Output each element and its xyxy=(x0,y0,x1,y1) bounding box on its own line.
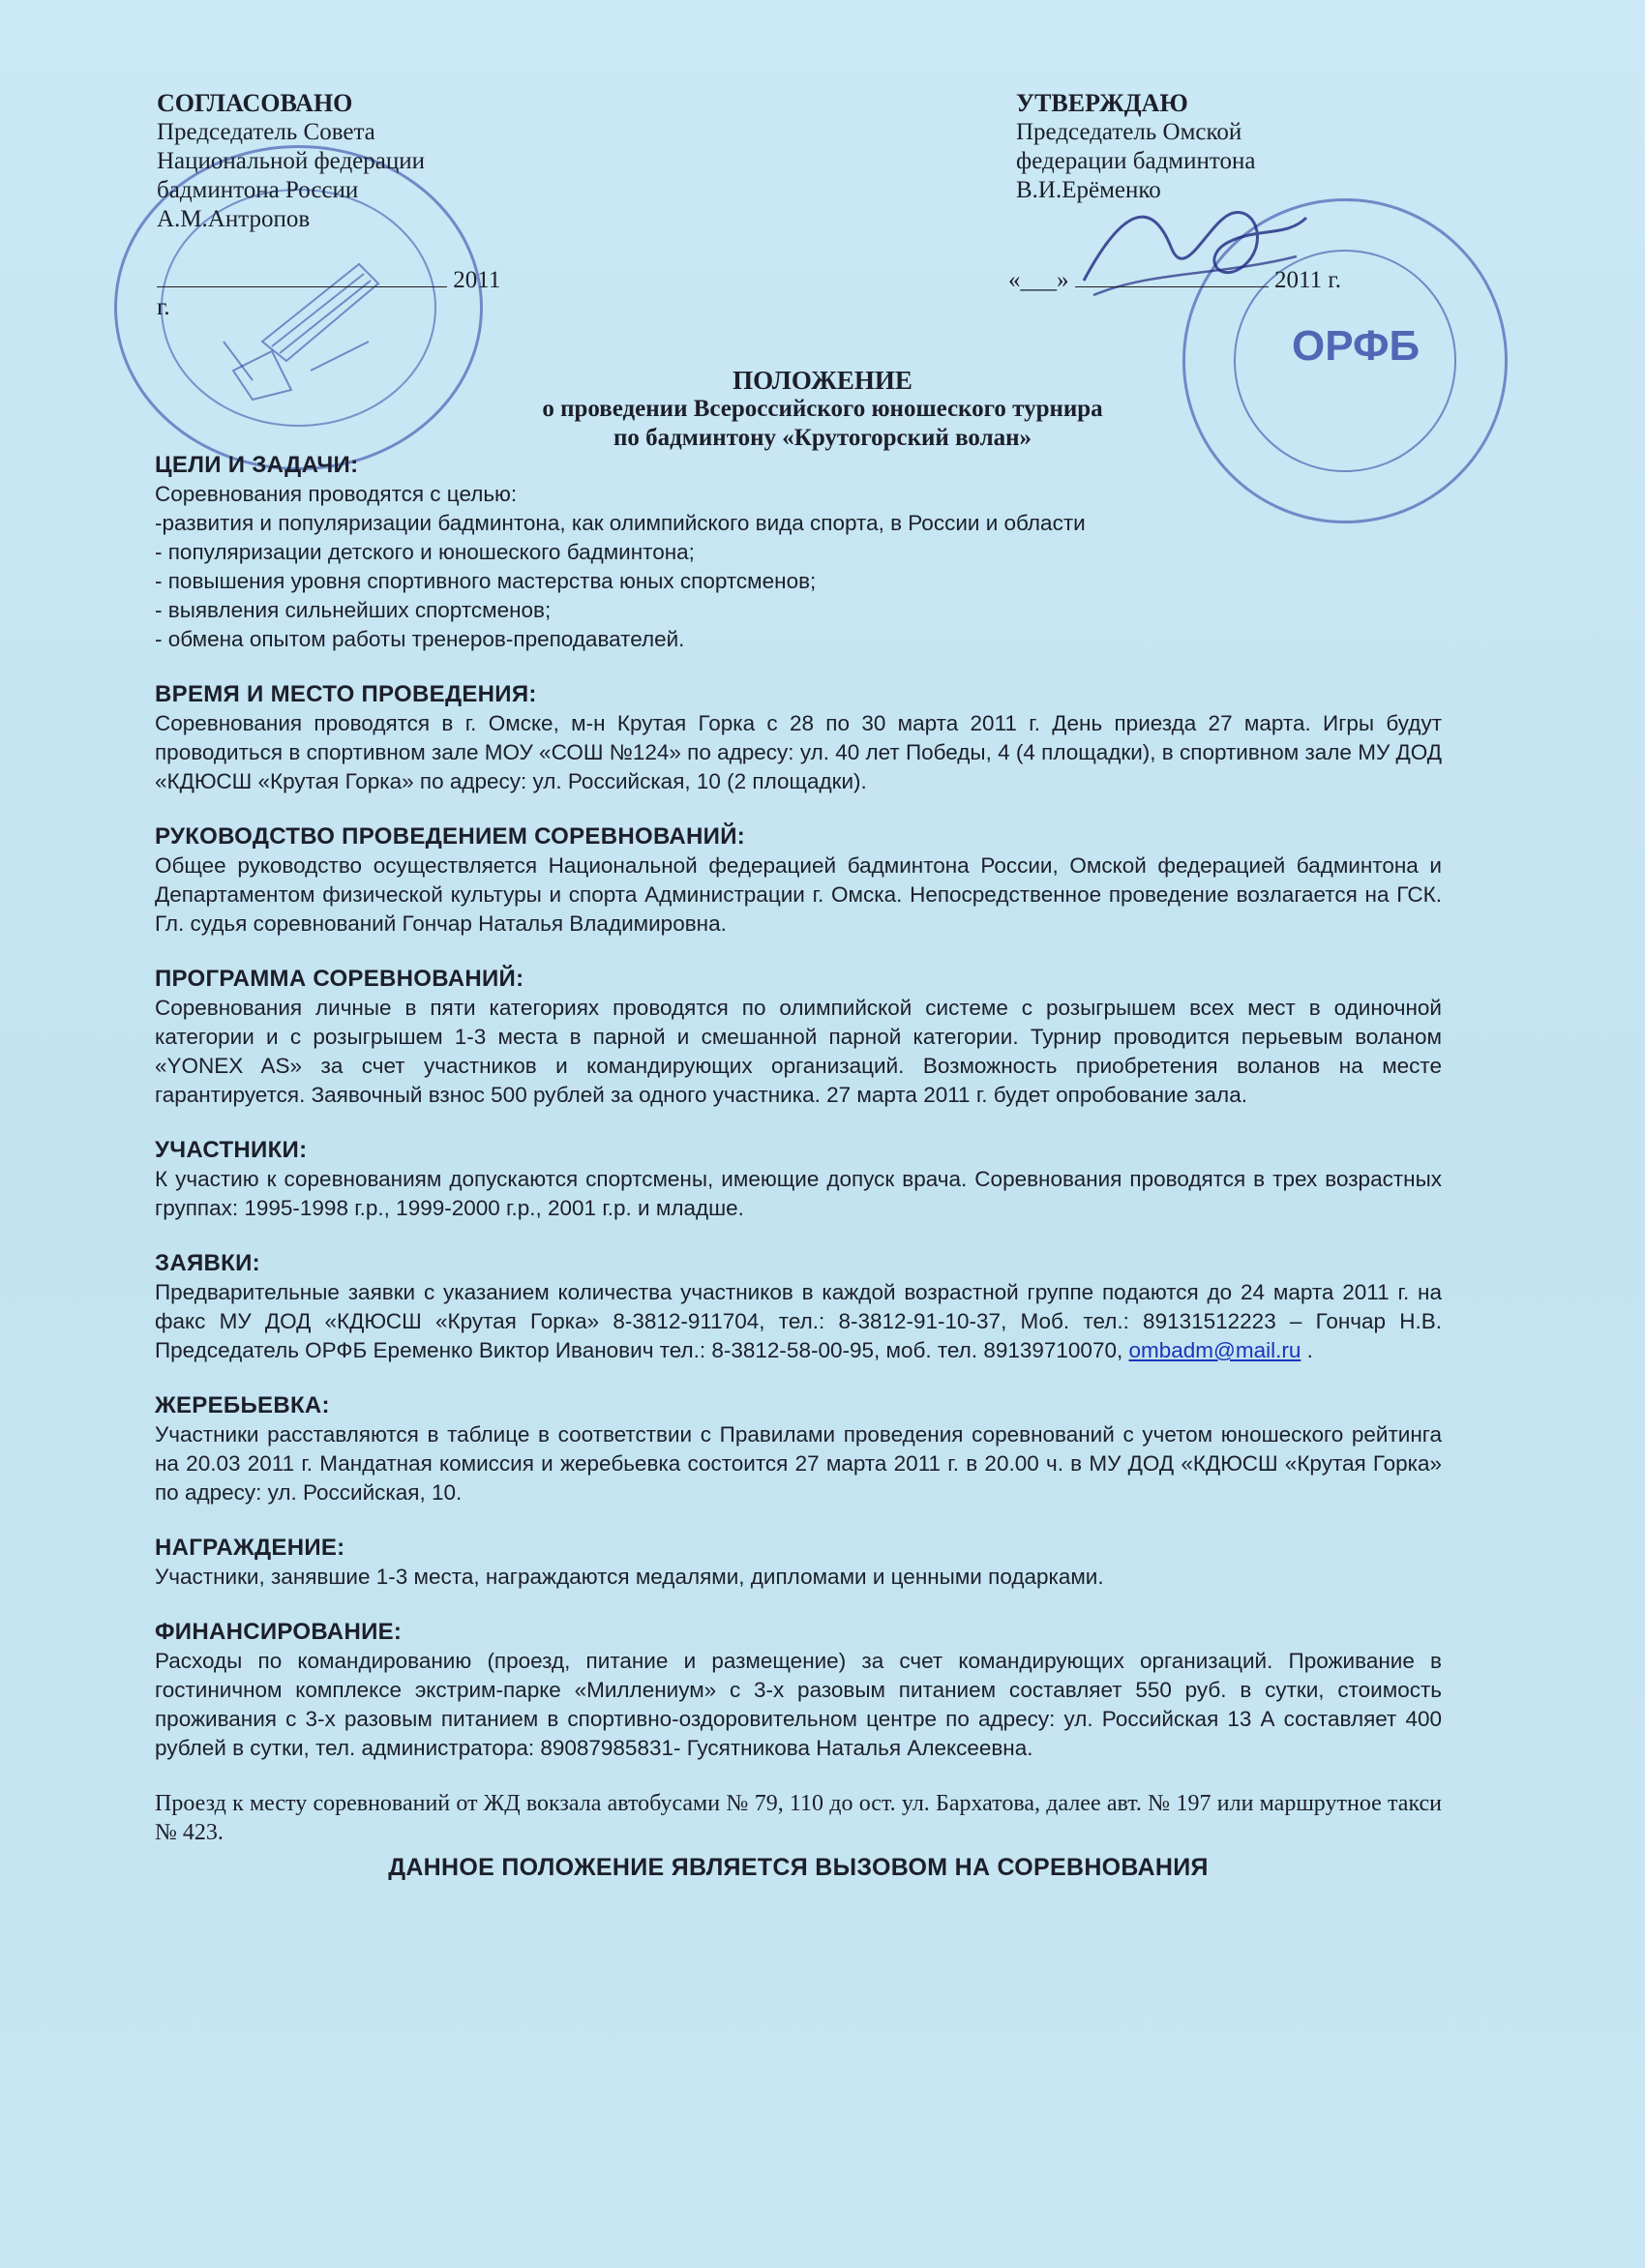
section-heading: РУКОВОДСТВО ПРОВЕДЕНИЕМ СОРЕВНОВАНИЙ: xyxy=(155,823,746,850)
list-item: - обмена опытом работы тренеров-преподавателей. xyxy=(155,627,685,651)
section-heading: ВРЕМЯ И МЕСТО ПРОВЕДЕНИЯ: xyxy=(155,681,537,707)
header-left-line: А.М.Антропов xyxy=(157,206,311,232)
list-item: -развития и популяризации бадминтона, как олимпийского вида спорта, в России и области xyxy=(155,511,1086,535)
stamp-center-text: ОРФБ xyxy=(1292,322,1421,370)
section-body: Проезд к месту соревнований от ЖД вокзала автобусами № 79, 110 до ост. ул. Бархатова, далее авт. № 197 или маршрутное такси № 423. xyxy=(155,1791,1442,1845)
list-item: - популяризации детского и юношеского бадминтона; xyxy=(155,540,695,564)
final-note: ДАННОЕ ПОЛОЖЕНИЕ ЯВЛЯЕТСЯ ВЫЗОВОМ НА СОРЕВНОВАНИЯ xyxy=(388,1854,1209,1881)
section-heading: ФИНАНСИРОВАНИЕ: xyxy=(155,1619,403,1645)
section-heading: УЧАСТНИКИ: xyxy=(155,1137,308,1163)
section-heading: ЖЕРЕБЬЕВКА: xyxy=(155,1392,330,1418)
document-body xyxy=(155,451,1442,1882)
section-body: Общее руководство осуществляется Национальной федерацией бадминтона России, Омской федерацией бадминтона и Департаментом физической культуры и спорта Администрации г. Омска. Непосредственное проведение возлагается на ГСК. Гл. судья соревнований Гончар Наталья Владимировна. xyxy=(155,853,1442,936)
header-right-date: 2011 г. xyxy=(1274,267,1342,293)
email-link[interactable]: ombadm@mail.ru xyxy=(1128,1338,1301,1362)
section-heading: ПРОГРАММА СОРЕВНОВАНИЙ: xyxy=(155,966,524,992)
section-awards xyxy=(155,1534,1442,1592)
section-time-place xyxy=(155,680,1442,796)
signature xyxy=(1064,189,1316,314)
header-right-line: В.И.Ерёменко xyxy=(1016,177,1161,203)
section-financing xyxy=(155,1618,1442,1763)
document-title-block xyxy=(290,366,1355,453)
section-body: Участники расставляются в таблице в соответствии с Правилами проведения соревнований с учетом юношеского рейтинга на 20.03 2011 г. Мандатная комиссия и жеребьевка состоится 27 марта 2011 г. в 20.00 ч. в МУ ДОД «КДЮСШ «Крутая Горка» по адресу: ул. Российская, 10. xyxy=(155,1422,1442,1505)
section-body: Соревнования личные в пяти категориях проводятся по олимпийской системе с розыгрышем всех мест в одиночной категории и с розыгрышем 1-3 места в парной и смешанной парной категории. Турнир проводится перьевым воланом «YONEX AS» за счет участников и командирующих организаций. Возможность приобретения воланов на месте гарантируется. Заявочный взнос 500 рублей за одного участника. 27 марта 2011 г. будет опробование зала. xyxy=(155,996,1442,1107)
header-left-date: 2011 г. xyxy=(157,267,501,320)
section-heading: НАГРАЖДЕНИЕ: xyxy=(155,1535,345,1561)
section-intro: Соревнования проводятся с целью: xyxy=(155,482,518,506)
document-subtitle: о проведении Всероссийского юношеского турнира xyxy=(542,396,1103,422)
signature-blank xyxy=(157,286,447,287)
header-left-line: Национальной федерации xyxy=(157,148,426,174)
list-item: - повышения уровня спортивного мастерства юных спортсменов; xyxy=(155,569,817,593)
section-travel xyxy=(155,1789,1442,1847)
header-left-title: СОГЛАСОВАНО xyxy=(157,89,353,117)
header-approved-by-right xyxy=(1016,89,1384,205)
list-item: - выявления сильнейших спортсменов; xyxy=(155,598,552,622)
header-left-line: Председатель Совета xyxy=(157,119,375,145)
section-management xyxy=(155,822,1442,939)
header-right-line: федерации бадминтона xyxy=(1016,148,1256,174)
header-right-line: Председатель Омской xyxy=(1016,119,1242,145)
section-heading: ЗАЯВКИ: xyxy=(155,1250,260,1276)
applications-text: Предварительные заявки с указанием количества участников в каждой возрастной группе подаются до 24 марта 2011 г. на факс МУ ДОД «КДЮСШ «Крутая Горка» 8-3812-911704, тел.: 8-3812-91-10-37, Моб. тел.: 89131512223 – Гончар Н.В. Председатель ОРФБ Еременко Виктор Иванович тел.: 8-3812-58-00-95, моб. тел. 89139710070, xyxy=(155,1280,1442,1362)
header-approved-by-left xyxy=(157,89,524,234)
email-suffix: . xyxy=(1301,1338,1313,1362)
header-left-line: бадминтона России xyxy=(157,177,359,203)
section-goals xyxy=(155,451,1442,654)
section-heading: ЦЕЛИ И ЗАДАЧИ: xyxy=(155,452,359,478)
header-left-date-line xyxy=(157,267,520,321)
section-draw xyxy=(155,1391,1442,1507)
document-subtitle: по бадминтону «Крутогорский волан» xyxy=(613,425,1032,451)
section-body: Участники, занявшие 1-3 места, награждаются медалями, дипломами и ценными подарками. xyxy=(155,1565,1104,1589)
section-body: Расходы по командированию (проезд, питание и размещение) за счет командирующих организаций. Проживание в гостиничном комплексе экстрим-парке «Миллениум» с 3-х разовым питанием составляет 550 руб. в сутки, стоимость проживания с 3-х разовым питанием в спортивно-оздоровительном центре по адресу: ул. Российская 13 А составляет 400 рублей в сутки, тел. администратора: 89087985831- Гусятникова Наталья Алексеевна. xyxy=(155,1649,1442,1760)
section-applications xyxy=(155,1249,1442,1365)
header-right-date-prefix: «___» xyxy=(1008,267,1069,293)
section-body: Соревнования проводятся в г. Омске, м-н Крутая Горка с 28 по 30 марта 2011 г. День приезда 27 марта. Игры будут проводиться в спортивном зале МОУ «СОШ №124» по адресу: ул. 40 лет Победы, 4 (4 площадки), в спортивном зале МУ ДОД «КДЮСШ «Крутая Горка» по адресу: ул. Российская, 10 (2 площадки). xyxy=(155,711,1442,793)
header-right-date-line xyxy=(1008,267,1395,294)
section-body xyxy=(155,1278,1442,1365)
header-right-title: УТВЕРЖДАЮ xyxy=(1016,89,1188,117)
section-program xyxy=(155,965,1442,1110)
document-title: ПОЛОЖЕНИЕ xyxy=(733,366,912,395)
section-participants xyxy=(155,1136,1442,1223)
section-body: К участию к соревнованиям допускаются спортсмены, имеющие допуск врача. Соревнования проводятся в трех возрастных группах: 1995-1998 г.р., 1999-2000 г.р., 2001 г.р. и младше. xyxy=(155,1167,1442,1220)
signature-blank xyxy=(1075,286,1269,287)
